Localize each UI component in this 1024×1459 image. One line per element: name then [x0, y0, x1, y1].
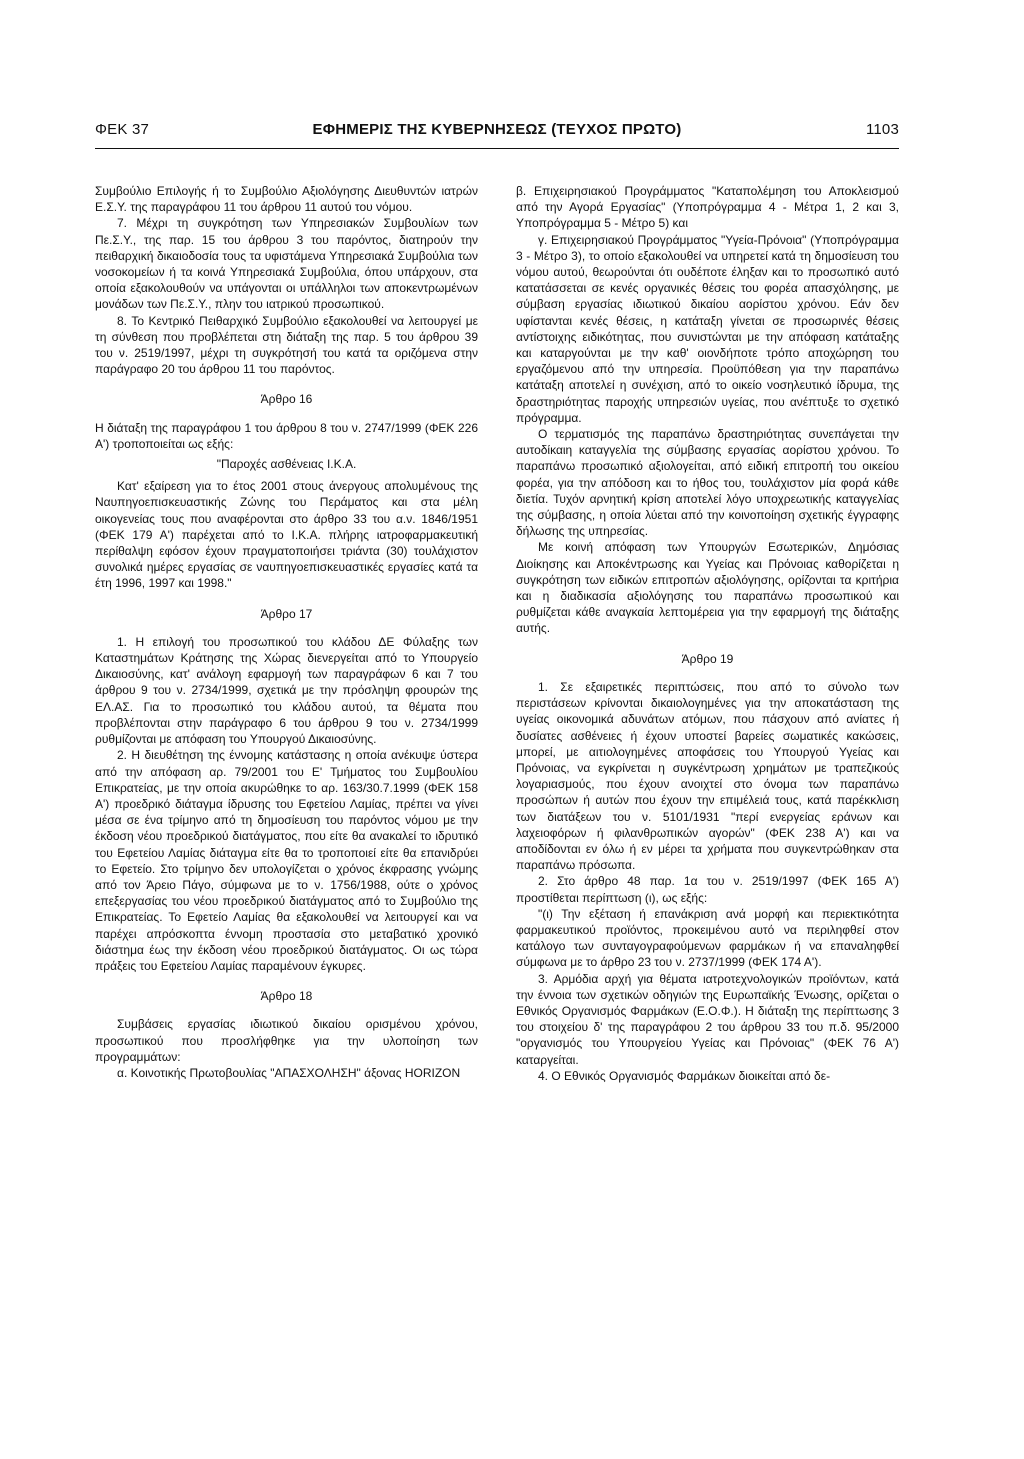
- article-heading-18: Άρθρο 18: [260, 989, 313, 1004]
- quote-title: "Παροχές ασθένειας Ι.Κ.Α.: [216, 457, 357, 472]
- paragraph: α. Κοινοτικής Πρωτοβουλίας "ΑΠΑΣΧΟΛΗΣΗ" άξονας HORIZON: [117, 1065, 461, 1080]
- gazette-title: ΕΦΗΜΕΡΙΣ ΤΗΣ ΚΥΒΕΡΝΗΣΕΩΣ (ΤΕΥΧΟΣ ΠΡΩΤΟ): [312, 121, 682, 138]
- paragraph: 4. Ο Εθνικός Οργανισμός Φαρμάκων διοικείται από δε-: [538, 1068, 831, 1083]
- article-heading-19: Άρθρο 19: [681, 651, 734, 666]
- paragraph: 8. Το Κεντρικό Πειθαρχικό Συμβούλιο εξακολουθεί να λειτουργεί με τη σύνθεση που προβλέπεται στη διάταξη της παρ. 5 του άρθρου 39 του ν. 2519/1997, μέχρι τη συγκρότησή του κατά τα οριζόμενα στην παράγραφο 20 του άρθρου 11 του παρόντος.: [95, 313, 478, 377]
- left-column: [95, 183, 478, 1081]
- header-rule: [95, 148, 899, 149]
- paragraph: 7. Μέχρι τη συγκρότηση των Υπηρεσιακών Συμβουλίων των Πε.Σ.Υ., της παρ. 15 του άρθρου 3 του παρόντος, διατηρούν την πειθαρχική δικαιοδοσία τους τα υφιστάμενα Υπηρεσιακά Συμβούλια των νοσοκομείων ή τα κοινά Υπηρεσιακά Συμβούλια, όπου υπάρχουν, στα οποία εξακολουθούν να υπάγονται οι υπάλληλοι των αποκεντρωμένων μονάδων των Πε.Σ.Υ., πλην του ιατρικού προσωπικού.: [95, 216, 478, 312]
- paragraph: Η διάταξη της παραγράφου 1 του άρθρου 8 του ν. 2747/1999 (ΦΕΚ 226 Α') τροποποιείται ως εξής:: [95, 420, 478, 451]
- paragraph: Ο τερματισμός της παραπάνω δραστηριότητας συνεπάγεται την αυτοδίκαιη καταγγελία της σύμβασης εργασίας αορίστου χρόνου. Το παραπάνω προσωπικό αξιολογείται, από ειδική επιτροπή του οικείου φορέα, για την απόδοση και το ήθος του, τουλάχιστον μία φορά κάθε διετία. Τυχόν αρνητική κρίση αποτελεί λόγο υποχρεωτικής καταγγελίας της σύμβασης, η οποία λύεται από την κοινοποίηση σχετικής έγγραφης δήλωσης της υπηρεσίας.: [516, 427, 899, 539]
- paragraph: Συμβούλιο Επιλογής ή το Συμβούλιο Αξιολόγησης Διευθυντών ιατρών Ε.Σ.Υ. της παραγράφου 11 του άρθρου 11 αυτού του νόμου.: [95, 184, 478, 215]
- right-column: [516, 183, 899, 1084]
- paragraph: "(ι) Την εξέταση ή επανάκριση ανά μορφή και περιεκτικότητα φαρμακευτικού προϊόντος, προκειμένου αυτό να περιληφθεί στον κατάλογο των συνταγογραφούμενων φαρμάκων ή να επαναληφθεί σύμφωνα με το άρθρο 23 του ν. 2737/1999 (ΦΕΚ 174 Α').: [516, 906, 899, 970]
- article-heading-16: Άρθρο 16: [260, 392, 313, 407]
- paragraph: β. Επιχειρησιακού Προγράμματος "Καταπολέμηση του Αποκλεισμού από την Αγορά Εργασίας" (Υποπρόγραμμα 4 - Μέτρα 1, 2 και 3, Υποπρόγραμμα 5 - Μέτρο 5) και: [516, 184, 899, 231]
- paragraph: 2. Στο άρθρο 48 παρ. 1α του ν. 2519/1997 (ΦΕΚ 165 Α') προστίθεται περίπτωση (ι), ως εξής:: [516, 874, 899, 905]
- page-header: [95, 121, 899, 143]
- paragraph: γ. Επιχειρησιακού Προγράμματος "Υγεία-Πρόνοια" (Υποπρόγραμμα 3 - Μέτρο 3), το οποίο εξακολουθεί να υπηρετεί κατά τη δημοσίευση του νόμου αυτού, θεωρούνται ότι ουδέποτε έληξαν και το προσωπικό αυτό κατατάσσεται σε κενές οργανικές θέσεις του φορέα απασχόλησης, με σύμβαση εργασίας ιδιωτικού δικαίου αορίστου χρόνου. Εάν δεν υφίστανται κενές θέσεις, η κατάταξη γίνεται σε προσωρινές θέσεις αντίστοιχης ειδικότητας, που συνιστώνται με την απόφαση κατάταξης και καταργούνται με την καθ' οιονδήποτε τρόπο αποχώρηση του εργαζόμενου από την υπηρεσία. Προϋπόθεση για την παραπάνω κατάταξη αποτελεί η συνέχιση, από το οικείο νοσηλευτικό ίδρυμα, της δραστηριότητας παροχής υπηρεσιών υγείας, που ανέπτυξε το σχετικό πρόγραμμα.: [516, 232, 899, 425]
- paragraph: 1. Η επιλογή του προσωπικού του κλάδου ΔΕ Φύλαξης των Καταστημάτων Κράτησης της Χώρας διενεργείται από το Υπουργείο Δικαιοσύνης, κατ' ανάλογη εφαρμογή των παραγράφων 6 και 7 του άρθρου 9 του ν. 2734/1999, σχετικά με την πρόσληψη φρουρών της ΕΛ.ΑΣ. Για το προσωπικό του κλάδου αυτού, τα θέματα που προβλέπονται στην παράγραφο 6 του άρθρου 9 του ν. 2734/1999 ρυθμίζονται με απόφαση του Υπουργού Δικαιοσύνης.: [95, 634, 478, 747]
- page-number: 1103: [865, 121, 899, 138]
- paragraph: Κατ' εξαίρεση για το έτος 2001 στους άνεργους απολυμένους της Ναυπηγοεπισκευαστικής Ζώνης του Περάματος και στα μέλη οικογενείας τους που αναφέρονται στο άρθρο 33 του α.ν. 1846/1951 (ΦΕΚ 179 Α') παρέχεται από το Ι.Κ.Α. πλήρης ιατροφαρμακευτική περίθαλψη εφόσον έχουν πραγματοποιήσει τριάντα (30) τουλάχιστον συνολικά ημέρες εργασίας σε ναυπηγοεπισκευαστικές εργασίες κατά τα έτη 1996, 1997 και 1998.": [95, 479, 478, 591]
- paragraph: 1. Σε εξαιρετικές περιπτώσεις, που από το σύνολο των περιστάσεων κρίνονται δικαιολογημένες για την αποκατάσταση της υγείας οικονομικά αδυνάτων ατόμων, που πάσχουν από ανίατες ή δυσίατες ασθένειες ή έχουν υποστεί βαρείες σωματικές κακώσεις, μπορεί, με αιτιολογημένες αποφάσεις του Υπουργού Υγείας και Πρόνοιας, να εγκρίνεται η συγκέντρωση χρημάτων με τραπεζικούς λογαριασμούς, που έχουν ανοιχτεί στο όνομα των παραπάνω προσώπων ή αυτών που έχουν την επιμέλειά τους, κατά παρέκκλιση των διατάξεων του ν. 5101/1931 "περί ενεργείας εράνων και λαχειοφόρων ή φιλανθρωπικών αγορών" (ΦΕΚ 238 Α') και να αποδίδονται εν όλω ή εν μέρει τα χρήματα που συγκεντρώθηκαν στα παραπάνω πρόσωπα.: [516, 679, 899, 873]
- article-heading-17: Άρθρο 17: [260, 606, 313, 621]
- paragraph: 3. Αρμόδια αρχή για θέματα ιατροτεχνολογικών προϊόντων, κατά την έννοια των σχετικών οδηγιών της Ευρωπαϊκής Ένωσης, ορίζεται ο Εθνικός Οργανισμός Φαρμάκων (Ε.Ο.Φ.). Η διάταξη της περίπτωσης 3 του στοιχείου δ' της παραγράφου 2 του άρθρου 33 του π.δ. 95/2000 "οργανισμός του Υπουργείου Υγείας και Πρόνοιας" (ΦΕΚ 76 Α') καταργείται.: [516, 971, 899, 1067]
- paragraph: 2. Η διευθέτηση της έννομης κατάστασης η οποία ανέκυψε ύστερα από την απόφαση αρ. 79/2001 του Ε' Τμήματος του Συμβουλίου Επικρατείας, με την οποία ακυρώθηκε το αρ. 163/30.7.1999 (ΦΕΚ 158 Α') προεδρικό διάταγμα ίδρυσης του Εφετείου Λαμίας, πρέπει να γίνει μέσα σε ένα τρίμηνο από τη δημοσίευση του παρόντος νόμου με την έκδοση νέου προεδρικού διατάγματος, που είτε θα ανακαλεί το ιδρυτικό του Εφετείου Λαμίας διάταγμα είτε θα το τροποποιεί είτε θα επανιδρύει το Εφετείο. Στο τρίμηνο δεν υπολογίζεται ο χρόνος έκφρασης γνώμης από τον Άρειο Πάγο, σύμφωνα με το ν. 1756/1988, ούτε ο χρόνος επεξεργασίας του νέου προεδρικού διατάγματος από το Συμβούλιο της Επικρατείας. Το Εφετείο Λαμίας θα εξακολουθεί να λειτουργεί και να παρέχει απρόσκοπτα έννομη προστασία στο μεταβατικό χρονικό διάστημα έως την έκδοση νέου προεδρικού διατάγματος. Οι ως τώρα πράξεις του Εφετείου Λαμίας παραμένουν έγκυρες.: [95, 748, 478, 973]
- paragraph: Με κοινή απόφαση των Υπουργών Εσωτερικών, Δημόσιας Διοίκησης και Αποκέντρωσης και Υγείας και Πρόνοιας καθορίζεται η συγκρότηση των ειδικών επιτροπών αξιολόγησης, ορίζονται τα κριτήρια και η διαδικασία αξιολόγησης του παραπάνω προσωπικού και ρυθμίζεται κάθε αναγκαία λεπτομέρεια για την εφαρμογή της διάταξης αυτής.: [516, 540, 899, 636]
- issue-label: ΦΕΚ 37: [95, 121, 150, 138]
- paragraph: Συμβάσεις εργασίας ιδιωτικού δικαίου ορισμένου χρόνου, προσωπικού που προσλήφθηκε για την υλοποίηση των προγραμμάτων:: [95, 1017, 478, 1064]
